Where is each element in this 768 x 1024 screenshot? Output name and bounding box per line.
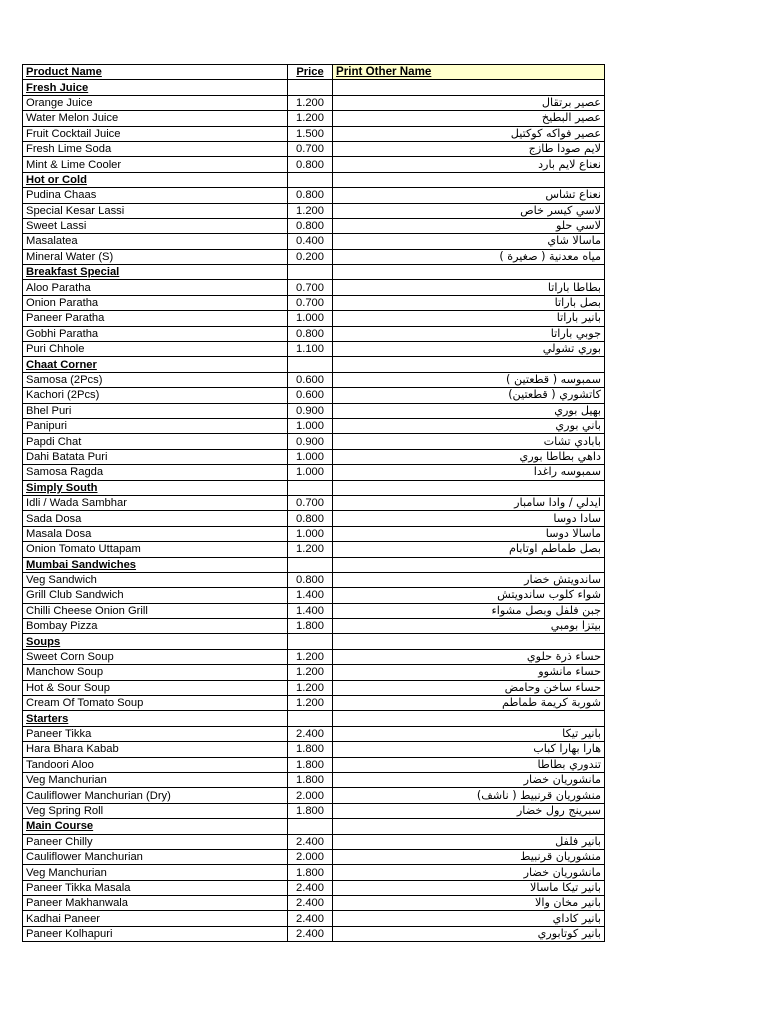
price-cell[interactable]: 1.000 (288, 418, 333, 433)
other-name-cell[interactable]: بصل باراتا (333, 295, 605, 310)
product-name-cell[interactable]: Idli / Wada Sambhar (23, 495, 288, 510)
table-row (23, 372, 605, 387)
other-name-cell[interactable]: عصير البطيخ (333, 111, 605, 126)
price-cell[interactable]: 1.200 (288, 665, 333, 680)
other-name-cell[interactable]: سمبوسه ( قطعتين ) (333, 372, 605, 387)
price-cell[interactable]: 1.500 (288, 126, 333, 141)
price-cell[interactable]: 0.600 (288, 388, 333, 403)
product-name-cell[interactable]: Tandoori Aloo (23, 757, 288, 772)
price-cell[interactable]: 0.800 (288, 326, 333, 341)
product-name-cell[interactable]: Paneer Chilly (23, 834, 288, 849)
other-name-cell[interactable]: مانشوريان خضار (333, 772, 605, 787)
table-row (23, 803, 605, 818)
price-cell[interactable] (288, 557, 333, 572)
table-row (23, 926, 605, 941)
product-name-cell[interactable]: Fresh Lime Soda (23, 141, 288, 156)
table-row (23, 157, 605, 172)
product-name-cell[interactable]: Paneer Paratha (23, 311, 288, 326)
other-name-cell[interactable]: بانير كوتابوري (333, 926, 605, 941)
product-name-cell[interactable]: Onion Tomato Uttapam (23, 542, 288, 557)
category-row (23, 480, 605, 495)
table-row (23, 742, 605, 757)
product-name-cell[interactable]: Sweet Corn Soup (23, 649, 288, 664)
price-cell[interactable]: 0.400 (288, 234, 333, 249)
table-row (23, 511, 605, 526)
other-name-cell[interactable]: نعناع لايم بارد (333, 157, 605, 172)
price-cell[interactable]: 0.900 (288, 434, 333, 449)
category-name[interactable]: Hot or Cold (23, 172, 288, 187)
product-name-cell[interactable]: Special Kesar Lassi (23, 203, 288, 218)
price-cell[interactable]: 1.000 (288, 311, 333, 326)
price-cell[interactable]: 0.800 (288, 511, 333, 526)
table-row (23, 526, 605, 541)
product-name-cell[interactable]: Water Melon Juice (23, 111, 288, 126)
other-name-cell[interactable]: شواء كلوب ساندويتش (333, 588, 605, 603)
other-name-cell[interactable]: بابادي تشات (333, 434, 605, 449)
product-name-cell[interactable]: Fruit Cocktail Juice (23, 126, 288, 141)
other-name-cell[interactable] (333, 172, 605, 187)
price-cell[interactable]: 1.200 (288, 649, 333, 664)
table-row (23, 188, 605, 203)
price-cell[interactable]: 0.800 (288, 157, 333, 172)
price-cell[interactable] (288, 265, 333, 280)
other-name-cell[interactable]: بانير تيكا (333, 726, 605, 741)
price-cell[interactable]: 2.400 (288, 911, 333, 926)
table-row (23, 280, 605, 295)
product-name-cell[interactable]: Veg Manchurian (23, 772, 288, 787)
table-row (23, 542, 605, 557)
header-product-name[interactable]: Product Name (23, 65, 288, 80)
product-name-cell[interactable]: Masalatea (23, 234, 288, 249)
other-name-cell[interactable]: حساء مانشوو (333, 665, 605, 680)
price-cell[interactable]: 2.400 (288, 834, 333, 849)
price-cell[interactable]: 1.200 (288, 111, 333, 126)
product-name-cell[interactable]: Hot & Sour Soup (23, 680, 288, 695)
price-cell[interactable]: 1.200 (288, 680, 333, 695)
price-cell[interactable] (288, 711, 333, 726)
other-name-cell[interactable]: نعناع تشاس (333, 188, 605, 203)
price-cell[interactable] (288, 172, 333, 187)
product-name-cell[interactable]: Paneer Kolhapuri (23, 926, 288, 941)
price-cell[interactable]: 1.200 (288, 542, 333, 557)
product-name-cell[interactable]: Masala Dosa (23, 526, 288, 541)
other-name-cell[interactable]: جوبي باراتا (333, 326, 605, 341)
product-name-cell[interactable]: Samosa Ragda (23, 465, 288, 480)
product-name-cell[interactable]: Manchow Soup (23, 665, 288, 680)
category-row (23, 357, 605, 372)
price-cell[interactable]: 0.900 (288, 403, 333, 418)
price-cell[interactable]: 1.400 (288, 588, 333, 603)
product-name-cell[interactable]: Papdi Chat (23, 434, 288, 449)
product-name-cell[interactable]: Hara Bhara Kabab (23, 742, 288, 757)
table-row (23, 834, 605, 849)
other-name-cell[interactable]: ساندويتش خضار (333, 572, 605, 587)
other-name-cell[interactable]: بيتزا بومبي (333, 619, 605, 634)
price-cell[interactable] (288, 357, 333, 372)
product-name-cell[interactable]: Dahi Batata Puri (23, 449, 288, 464)
product-name-cell[interactable]: Bombay Pizza (23, 619, 288, 634)
category-row (23, 172, 605, 187)
product-name-cell[interactable]: Onion Paratha (23, 295, 288, 310)
product-name-cell[interactable]: Cauliflower Manchurian (23, 849, 288, 864)
other-name-cell[interactable]: عصير فواكه كوكتيل (333, 126, 605, 141)
other-name-cell[interactable]: منشوريان قرنبيط (333, 849, 605, 864)
other-name-cell[interactable]: حساء ساخن وحامض (333, 680, 605, 695)
other-name-cell[interactable]: بطاطا باراتا (333, 280, 605, 295)
product-name-cell[interactable]: Aloo Paratha (23, 280, 288, 295)
other-name-cell[interactable]: كاتشوري ( قطعتين) (333, 388, 605, 403)
other-name-cell[interactable]: بانير تيكا ماسالا (333, 880, 605, 895)
other-name-cell[interactable]: شوربة كريمة طماطم (333, 696, 605, 711)
category-row (23, 819, 605, 834)
category-name[interactable]: Starters (23, 711, 288, 726)
product-name-cell[interactable]: Pudina Chaas (23, 188, 288, 203)
other-name-cell[interactable]: حساء ذرة حلوي (333, 649, 605, 664)
product-name-cell[interactable]: Mint & Lime Cooler (23, 157, 288, 172)
price-cell[interactable]: 1.000 (288, 449, 333, 464)
price-cell[interactable]: 1.800 (288, 865, 333, 880)
price-cell[interactable]: 2.000 (288, 849, 333, 864)
header-price[interactable]: Price (288, 65, 333, 80)
price-cell[interactable]: 1.800 (288, 772, 333, 787)
price-cell[interactable] (288, 80, 333, 95)
other-name-cell[interactable]: بانير باراتا (333, 311, 605, 326)
table-row (23, 726, 605, 741)
other-name-cell[interactable]: ايدلي / وادا سامبار (333, 495, 605, 510)
other-name-cell[interactable]: سادا دوسا (333, 511, 605, 526)
table-row (23, 342, 605, 357)
price-cell[interactable]: 0.700 (288, 495, 333, 510)
other-name-cell[interactable]: بانير فلفل (333, 834, 605, 849)
table-row (23, 603, 605, 618)
category-name[interactable]: Simply South (23, 480, 288, 495)
table-row (23, 465, 605, 480)
price-cell[interactable]: 1.800 (288, 619, 333, 634)
menu-spreadsheet (22, 64, 605, 942)
other-name-cell[interactable]: سمبوسه راغدا (333, 465, 605, 480)
table-row (23, 449, 605, 464)
table-row (23, 495, 605, 510)
category-row (23, 634, 605, 649)
table-row (23, 434, 605, 449)
price-cell[interactable]: 1.800 (288, 803, 333, 818)
table-row (23, 218, 605, 233)
price-cell[interactable]: 2.400 (288, 880, 333, 895)
table-row (23, 388, 605, 403)
price-cell[interactable]: 0.800 (288, 572, 333, 587)
price-cell[interactable]: 1.200 (288, 95, 333, 110)
price-cell[interactable]: 2.400 (288, 896, 333, 911)
price-cell[interactable]: 1.800 (288, 757, 333, 772)
table-row (23, 865, 605, 880)
table-row (23, 249, 605, 264)
product-name-cell[interactable]: Sweet Lassi (23, 218, 288, 233)
category-name[interactable]: Soups (23, 634, 288, 649)
product-name-cell[interactable]: Kadhai Paneer (23, 911, 288, 926)
product-name-cell[interactable]: Cauliflower Manchurian (Dry) (23, 788, 288, 803)
product-name-cell[interactable]: Chilli Cheese Onion Grill (23, 603, 288, 618)
category-name[interactable]: Chaat Corner (23, 357, 288, 372)
other-name-cell[interactable]: تندوري بطاطا (333, 757, 605, 772)
category-name[interactable]: Main Course (23, 819, 288, 834)
price-cell[interactable]: 0.800 (288, 188, 333, 203)
other-name-cell[interactable] (333, 634, 605, 649)
other-name-cell[interactable]: لايم صودا طازج (333, 141, 605, 156)
table-row (23, 649, 605, 664)
other-name-cell[interactable] (333, 557, 605, 572)
other-name-cell[interactable]: بوري تشولي (333, 342, 605, 357)
other-name-cell[interactable] (333, 80, 605, 95)
table-row (23, 572, 605, 587)
header-row (23, 65, 605, 80)
table-row (23, 911, 605, 926)
price-cell[interactable]: 1.800 (288, 742, 333, 757)
table-row (23, 203, 605, 218)
table-row (23, 403, 605, 418)
product-name-cell[interactable]: Paneer Tikka (23, 726, 288, 741)
other-name-cell[interactable]: هارا بهارا كباب (333, 742, 605, 757)
table-row (23, 849, 605, 864)
product-name-cell[interactable]: Samosa (2Pcs) (23, 372, 288, 387)
table-row (23, 295, 605, 310)
product-name-cell[interactable]: Gobhi Paratha (23, 326, 288, 341)
category-name[interactable]: Fresh Juice (23, 80, 288, 95)
category-name[interactable]: Mumbai Sandwiches (23, 557, 288, 572)
price-cell[interactable] (288, 819, 333, 834)
price-cell[interactable] (288, 480, 333, 495)
other-name-cell[interactable]: ماسالا دوسا (333, 526, 605, 541)
sheet-body (23, 65, 605, 942)
product-name-cell[interactable]: Kachori (2Pcs) (23, 388, 288, 403)
table-row (23, 418, 605, 433)
table-row (23, 234, 605, 249)
product-name-cell[interactable]: Orange Juice (23, 95, 288, 110)
product-name-cell[interactable]: Grill Club Sandwich (23, 588, 288, 603)
table-row (23, 757, 605, 772)
other-name-cell[interactable]: بهيل بوري (333, 403, 605, 418)
other-name-cell[interactable]: مياه معدنية ( صغيرة ) (333, 249, 605, 264)
other-name-cell[interactable] (333, 480, 605, 495)
other-name-cell[interactable] (333, 711, 605, 726)
other-name-cell[interactable]: سبرينج رول خضار (333, 803, 605, 818)
price-cell[interactable] (288, 634, 333, 649)
price-cell[interactable]: 0.700 (288, 280, 333, 295)
product-name-cell[interactable]: Panipuri (23, 418, 288, 433)
price-cell[interactable]: 1.000 (288, 465, 333, 480)
other-name-cell[interactable]: لاسي حلو (333, 218, 605, 233)
price-cell[interactable]: 0.700 (288, 295, 333, 310)
price-cell[interactable]: 1.200 (288, 696, 333, 711)
product-name-cell[interactable]: Veg Sandwich (23, 572, 288, 587)
product-name-cell[interactable]: Bhel Puri (23, 403, 288, 418)
header-print-other-name[interactable]: Print Other Name (333, 65, 605, 80)
price-cell[interactable]: 2.400 (288, 726, 333, 741)
category-row (23, 557, 605, 572)
other-name-cell[interactable]: لاسي كيسر خاص (333, 203, 605, 218)
price-cell[interactable]: 0.800 (288, 218, 333, 233)
other-name-cell[interactable]: ماسالا شاي (333, 234, 605, 249)
table-row (23, 588, 605, 603)
price-cell[interactable]: 2.000 (288, 788, 333, 803)
product-name-cell[interactable]: Cream Of Tomato Soup (23, 696, 288, 711)
table-row (23, 326, 605, 341)
price-cell[interactable]: 1.400 (288, 603, 333, 618)
product-name-cell[interactable]: Veg Spring Roll (23, 803, 288, 818)
table-row (23, 680, 605, 695)
product-name-cell[interactable]: Paneer Tikka Masala (23, 880, 288, 895)
price-cell[interactable]: 0.600 (288, 372, 333, 387)
product-name-cell[interactable]: Sada Dosa (23, 511, 288, 526)
other-name-cell[interactable]: بانير مخان والا (333, 896, 605, 911)
category-name[interactable]: Breakfast Special (23, 265, 288, 280)
category-row (23, 80, 605, 95)
product-name-cell[interactable]: Veg Manchurian (23, 865, 288, 880)
table-row (23, 772, 605, 787)
other-name-cell[interactable]: مانشوريان خضار (333, 865, 605, 880)
price-cell[interactable]: 1.100 (288, 342, 333, 357)
other-name-cell[interactable] (333, 819, 605, 834)
other-name-cell[interactable] (333, 357, 605, 372)
table-row (23, 896, 605, 911)
table-row (23, 111, 605, 126)
table-row (23, 696, 605, 711)
table-row (23, 311, 605, 326)
table-row (23, 95, 605, 110)
table-row (23, 619, 605, 634)
table-row (23, 880, 605, 895)
product-name-cell[interactable]: Mineral Water (S) (23, 249, 288, 264)
price-cell[interactable]: 2.400 (288, 926, 333, 941)
other-name-cell[interactable]: داهي بطاطا بوري (333, 449, 605, 464)
table-row (23, 665, 605, 680)
other-name-cell[interactable]: بانير كاداي (333, 911, 605, 926)
price-cell[interactable]: 1.000 (288, 526, 333, 541)
other-name-cell[interactable]: باني بوري (333, 418, 605, 433)
other-name-cell[interactable]: جبن فلفل وبصل مشواء (333, 603, 605, 618)
other-name-cell[interactable] (333, 265, 605, 280)
price-cell[interactable]: 1.200 (288, 203, 333, 218)
table-row (23, 788, 605, 803)
other-name-cell[interactable]: منشوريان قرنبيط ( ناشف) (333, 788, 605, 803)
other-name-cell[interactable]: بصل طماطم اوتابام (333, 542, 605, 557)
table-row (23, 126, 605, 141)
table-row (23, 141, 605, 156)
price-cell[interactable]: 0.700 (288, 141, 333, 156)
category-row (23, 265, 605, 280)
other-name-cell[interactable]: عصير برتقال (333, 95, 605, 110)
product-name-cell[interactable]: Puri Chhole (23, 342, 288, 357)
price-cell[interactable]: 0.200 (288, 249, 333, 264)
product-name-cell[interactable]: Paneer Makhanwala (23, 896, 288, 911)
category-row (23, 711, 605, 726)
